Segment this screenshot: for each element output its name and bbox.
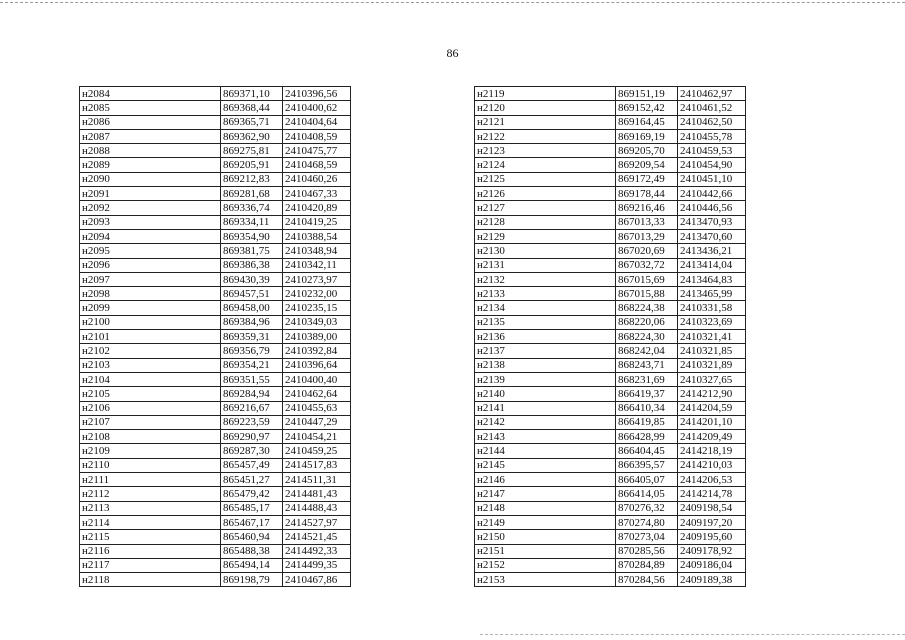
table-row xyxy=(475,258,746,272)
point-id-cell: н2129 xyxy=(475,229,616,243)
point-id-cell: н2102 xyxy=(80,344,221,358)
table-row xyxy=(475,244,746,258)
x-coordinate-cell: 869365,71 xyxy=(221,115,283,129)
table-row xyxy=(80,544,351,558)
table-row xyxy=(475,415,746,429)
x-coordinate-cell: 868224,38 xyxy=(616,301,678,315)
y-coordinate-cell: 2410396,64 xyxy=(283,358,351,372)
table-row xyxy=(475,315,746,329)
table-row xyxy=(475,187,746,201)
table-row xyxy=(475,487,746,501)
point-id-cell: н2107 xyxy=(80,415,221,429)
point-id-cell: н2131 xyxy=(475,258,616,272)
x-coordinate-cell: 869457,51 xyxy=(221,287,283,301)
table-row xyxy=(80,172,351,186)
point-id-cell: н2109 xyxy=(80,444,221,458)
point-id-cell: н2110 xyxy=(80,458,221,472)
y-coordinate-cell: 2410454,90 xyxy=(678,158,746,172)
y-coordinate-cell: 2410446,56 xyxy=(678,201,746,215)
table-row xyxy=(80,401,351,415)
x-coordinate-cell: 869430,39 xyxy=(221,272,283,286)
y-coordinate-cell: 2414517,83 xyxy=(283,458,351,472)
table-row xyxy=(475,172,746,186)
x-coordinate-cell: 869368,44 xyxy=(221,101,283,115)
point-id-cell: н2093 xyxy=(80,215,221,229)
x-coordinate-cell: 866414,05 xyxy=(616,487,678,501)
point-id-cell: н2123 xyxy=(475,144,616,158)
y-coordinate-cell: 2410462,50 xyxy=(678,115,746,129)
table-row xyxy=(80,515,351,529)
y-coordinate-cell: 2410400,62 xyxy=(283,101,351,115)
point-id-cell: н2150 xyxy=(475,530,616,544)
y-coordinate-cell: 2410475,77 xyxy=(283,144,351,158)
x-coordinate-cell: 865494,14 xyxy=(221,558,283,572)
y-coordinate-cell: 2410419,25 xyxy=(283,215,351,229)
y-coordinate-cell: 2414204,59 xyxy=(678,401,746,415)
table-row xyxy=(475,458,746,472)
point-id-cell: н2104 xyxy=(80,372,221,386)
point-id-cell: н2126 xyxy=(475,187,616,201)
y-coordinate-cell: 2410389,00 xyxy=(283,330,351,344)
y-coordinate-cell: 2414499,35 xyxy=(283,558,351,572)
point-id-cell: н2113 xyxy=(80,501,221,515)
x-coordinate-cell: 869334,11 xyxy=(221,215,283,229)
y-coordinate-cell: 2410404,64 xyxy=(283,115,351,129)
x-coordinate-cell: 869216,46 xyxy=(616,201,678,215)
point-id-cell: н2100 xyxy=(80,315,221,329)
y-coordinate-cell: 2410459,53 xyxy=(678,144,746,158)
x-coordinate-cell: 869287,30 xyxy=(221,444,283,458)
x-coordinate-cell: 868220,06 xyxy=(616,315,678,329)
point-id-cell: н2087 xyxy=(80,129,221,143)
point-id-cell: н2088 xyxy=(80,144,221,158)
point-id-cell: н2143 xyxy=(475,430,616,444)
y-coordinate-cell: 2410455,78 xyxy=(678,129,746,143)
table-row xyxy=(80,358,351,372)
x-coordinate-cell: 869458,00 xyxy=(221,301,283,315)
x-coordinate-cell: 869205,91 xyxy=(221,158,283,172)
y-coordinate-cell: 2409178,92 xyxy=(678,544,746,558)
y-coordinate-cell: 2410451,10 xyxy=(678,172,746,186)
x-coordinate-cell: 869223,59 xyxy=(221,415,283,429)
x-coordinate-cell: 869359,31 xyxy=(221,330,283,344)
point-id-cell: н2125 xyxy=(475,172,616,186)
point-id-cell: н2144 xyxy=(475,444,616,458)
y-coordinate-cell: 2414201,10 xyxy=(678,415,746,429)
y-coordinate-cell: 2410459,25 xyxy=(283,444,351,458)
x-coordinate-cell: 870285,56 xyxy=(616,544,678,558)
x-coordinate-cell: 865467,17 xyxy=(221,515,283,529)
x-coordinate-cell: 867015,88 xyxy=(616,287,678,301)
table-row xyxy=(80,201,351,215)
point-id-cell: н2108 xyxy=(80,430,221,444)
x-coordinate-cell: 865451,27 xyxy=(221,473,283,487)
x-coordinate-cell: 868243,71 xyxy=(616,358,678,372)
y-coordinate-cell: 2410408,59 xyxy=(283,129,351,143)
table-row xyxy=(475,544,746,558)
point-id-cell: н2084 xyxy=(80,87,221,101)
x-coordinate-cell: 869371,10 xyxy=(221,87,283,101)
x-coordinate-cell: 867013,33 xyxy=(616,215,678,229)
x-coordinate-cell: 866405,07 xyxy=(616,473,678,487)
point-id-cell: н2085 xyxy=(80,101,221,115)
point-id-cell: н2133 xyxy=(475,287,616,301)
x-coordinate-cell: 870274,80 xyxy=(616,515,678,529)
y-coordinate-cell: 2414210,03 xyxy=(678,458,746,472)
y-coordinate-cell: 2410273,97 xyxy=(283,272,351,286)
point-id-cell: н2124 xyxy=(475,158,616,172)
y-coordinate-cell: 2410455,63 xyxy=(283,401,351,415)
table-row xyxy=(80,315,351,329)
x-coordinate-cell: 869178,44 xyxy=(616,187,678,201)
table-row xyxy=(80,258,351,272)
table-row xyxy=(475,387,746,401)
y-coordinate-cell: 2410442,66 xyxy=(678,187,746,201)
point-id-cell: н2148 xyxy=(475,501,616,515)
table-row xyxy=(80,387,351,401)
y-coordinate-cell: 2413470,60 xyxy=(678,229,746,243)
x-coordinate-cell: 869351,55 xyxy=(221,372,283,386)
point-id-cell: н2115 xyxy=(80,530,221,544)
table-row xyxy=(80,229,351,243)
y-coordinate-cell: 2410232,00 xyxy=(283,287,351,301)
point-id-cell: н2117 xyxy=(80,558,221,572)
table-row xyxy=(475,101,746,115)
x-coordinate-cell: 869362,90 xyxy=(221,129,283,143)
point-id-cell: н2135 xyxy=(475,315,616,329)
point-id-cell: н2152 xyxy=(475,558,616,572)
x-coordinate-cell: 869381,75 xyxy=(221,244,283,258)
table-row xyxy=(475,115,746,129)
table-row xyxy=(475,158,746,172)
point-id-cell: н2140 xyxy=(475,387,616,401)
point-id-cell: н2089 xyxy=(80,158,221,172)
y-coordinate-cell: 2410454,21 xyxy=(283,430,351,444)
table-row xyxy=(475,229,746,243)
x-coordinate-cell: 867032,72 xyxy=(616,258,678,272)
table-row xyxy=(80,372,351,386)
point-id-cell: н2149 xyxy=(475,515,616,529)
table-row xyxy=(80,430,351,444)
point-id-cell: н2092 xyxy=(80,201,221,215)
y-coordinate-cell: 2413464,83 xyxy=(678,272,746,286)
y-coordinate-cell: 2410468,59 xyxy=(283,158,351,172)
coordinates-table-right xyxy=(474,86,746,587)
x-coordinate-cell: 868231,69 xyxy=(616,372,678,386)
table-row xyxy=(80,301,351,315)
y-coordinate-cell: 2410467,86 xyxy=(283,573,351,587)
x-coordinate-cell: 869336,74 xyxy=(221,201,283,215)
x-coordinate-cell: 866428,99 xyxy=(616,430,678,444)
y-coordinate-cell: 2410460,26 xyxy=(283,172,351,186)
x-coordinate-cell: 869198,79 xyxy=(221,573,283,587)
x-coordinate-cell: 869164,45 xyxy=(616,115,678,129)
x-coordinate-cell: 865457,49 xyxy=(221,458,283,472)
table-row xyxy=(80,244,351,258)
point-id-cell: н2105 xyxy=(80,387,221,401)
point-id-cell: н2106 xyxy=(80,401,221,415)
x-coordinate-cell: 866395,57 xyxy=(616,458,678,472)
point-id-cell: н2139 xyxy=(475,372,616,386)
point-id-cell: н2130 xyxy=(475,244,616,258)
table-row xyxy=(475,201,746,215)
point-id-cell: н2120 xyxy=(475,101,616,115)
table-row xyxy=(80,344,351,358)
table-row xyxy=(475,129,746,143)
y-coordinate-cell: 2410321,41 xyxy=(678,330,746,344)
x-coordinate-cell: 869281,68 xyxy=(221,187,283,201)
table-row xyxy=(80,473,351,487)
point-id-cell: н2103 xyxy=(80,358,221,372)
point-id-cell: н2121 xyxy=(475,115,616,129)
x-coordinate-cell: 866419,85 xyxy=(616,415,678,429)
point-id-cell: н2147 xyxy=(475,487,616,501)
x-coordinate-cell: 867020,69 xyxy=(616,244,678,258)
table-row xyxy=(80,215,351,229)
y-coordinate-cell: 2410321,85 xyxy=(678,344,746,358)
y-coordinate-cell: 2410462,97 xyxy=(678,87,746,101)
point-id-cell: н2119 xyxy=(475,87,616,101)
table-row xyxy=(80,87,351,101)
y-coordinate-cell: 2414214,78 xyxy=(678,487,746,501)
table-row xyxy=(80,101,351,115)
point-id-cell: н2086 xyxy=(80,115,221,129)
table-row xyxy=(80,487,351,501)
point-id-cell: н2112 xyxy=(80,487,221,501)
x-coordinate-cell: 869172,49 xyxy=(616,172,678,186)
x-coordinate-cell: 869209,54 xyxy=(616,158,678,172)
y-coordinate-cell: 2410462,64 xyxy=(283,387,351,401)
table-row xyxy=(475,515,746,529)
bottom-scan-border xyxy=(480,634,905,635)
point-id-cell: н2153 xyxy=(475,573,616,587)
table-row xyxy=(475,215,746,229)
coordinates-table-left xyxy=(79,86,351,587)
x-coordinate-cell: 866419,37 xyxy=(616,387,678,401)
y-coordinate-cell: 2410323,69 xyxy=(678,315,746,329)
table-row xyxy=(475,287,746,301)
point-id-cell: н2137 xyxy=(475,344,616,358)
y-coordinate-cell: 2409197,20 xyxy=(678,515,746,529)
x-coordinate-cell: 869384,96 xyxy=(221,315,283,329)
point-id-cell: н2101 xyxy=(80,330,221,344)
y-coordinate-cell: 2410321,89 xyxy=(678,358,746,372)
point-id-cell: н2122 xyxy=(475,129,616,143)
x-coordinate-cell: 865488,38 xyxy=(221,544,283,558)
table-row xyxy=(80,158,351,172)
x-coordinate-cell: 866404,45 xyxy=(616,444,678,458)
table-row xyxy=(475,301,746,315)
table-row xyxy=(80,530,351,544)
y-coordinate-cell: 2414527,97 xyxy=(283,515,351,529)
x-coordinate-cell: 870284,56 xyxy=(616,573,678,587)
y-coordinate-cell: 2413465,99 xyxy=(678,287,746,301)
x-coordinate-cell: 869290,97 xyxy=(221,430,283,444)
table-row xyxy=(475,444,746,458)
point-id-cell: н2132 xyxy=(475,272,616,286)
x-coordinate-cell: 869275,81 xyxy=(221,144,283,158)
point-id-cell: н2145 xyxy=(475,458,616,472)
y-coordinate-cell: 2414212,90 xyxy=(678,387,746,401)
table-row xyxy=(475,430,746,444)
x-coordinate-cell: 870273,04 xyxy=(616,530,678,544)
table-row xyxy=(80,573,351,587)
y-coordinate-cell: 2409198,54 xyxy=(678,501,746,515)
y-coordinate-cell: 2410327,65 xyxy=(678,372,746,386)
table-row xyxy=(475,401,746,415)
point-id-cell: н2118 xyxy=(80,573,221,587)
table-row xyxy=(80,187,351,201)
x-coordinate-cell: 869205,70 xyxy=(616,144,678,158)
y-coordinate-cell: 2410396,56 xyxy=(283,87,351,101)
table-row xyxy=(475,501,746,515)
point-id-cell: н2136 xyxy=(475,330,616,344)
x-coordinate-cell: 870284,89 xyxy=(616,558,678,572)
x-coordinate-cell: 865460,94 xyxy=(221,530,283,544)
y-coordinate-cell: 2414209,49 xyxy=(678,430,746,444)
y-coordinate-cell: 2410388,54 xyxy=(283,229,351,243)
point-id-cell: н2091 xyxy=(80,187,221,201)
table-row xyxy=(80,415,351,429)
coordinates-table-right-body xyxy=(475,87,746,587)
x-coordinate-cell: 869354,90 xyxy=(221,229,283,243)
coordinates-table-left-body xyxy=(80,87,351,587)
table-row xyxy=(475,87,746,101)
y-coordinate-cell: 2409195,60 xyxy=(678,530,746,544)
point-id-cell: н2099 xyxy=(80,301,221,315)
x-coordinate-cell: 870276,32 xyxy=(616,501,678,515)
x-coordinate-cell: 869216,67 xyxy=(221,401,283,415)
y-coordinate-cell: 2410461,52 xyxy=(678,101,746,115)
point-id-cell: н2098 xyxy=(80,287,221,301)
table-row xyxy=(80,444,351,458)
y-coordinate-cell: 2414206,53 xyxy=(678,473,746,487)
table-row xyxy=(475,372,746,386)
point-id-cell: н2090 xyxy=(80,172,221,186)
y-coordinate-cell: 2414492,33 xyxy=(283,544,351,558)
table-row xyxy=(80,129,351,143)
table-row xyxy=(475,144,746,158)
y-coordinate-cell: 2413470,93 xyxy=(678,215,746,229)
y-coordinate-cell: 2409186,04 xyxy=(678,558,746,572)
point-id-cell: н2128 xyxy=(475,215,616,229)
table-row xyxy=(80,272,351,286)
y-coordinate-cell: 2410392,84 xyxy=(283,344,351,358)
point-id-cell: н2146 xyxy=(475,473,616,487)
y-coordinate-cell: 2410447,29 xyxy=(283,415,351,429)
point-id-cell: н2127 xyxy=(475,201,616,215)
top-scan-border xyxy=(0,2,905,3)
x-coordinate-cell: 869386,38 xyxy=(221,258,283,272)
point-id-cell: н2151 xyxy=(475,544,616,558)
point-id-cell: н2094 xyxy=(80,229,221,243)
table-row xyxy=(475,358,746,372)
table-row xyxy=(80,558,351,572)
y-coordinate-cell: 2414481,43 xyxy=(283,487,351,501)
y-coordinate-cell: 2414521,45 xyxy=(283,530,351,544)
x-coordinate-cell: 867015,69 xyxy=(616,272,678,286)
y-coordinate-cell: 2410467,33 xyxy=(283,187,351,201)
y-coordinate-cell: 2410331,58 xyxy=(678,301,746,315)
x-coordinate-cell: 869284,94 xyxy=(221,387,283,401)
x-coordinate-cell: 867013,29 xyxy=(616,229,678,243)
table-row xyxy=(80,287,351,301)
x-coordinate-cell: 869151,19 xyxy=(616,87,678,101)
y-coordinate-cell: 2410400,40 xyxy=(283,372,351,386)
point-id-cell: н2141 xyxy=(475,401,616,415)
table-row xyxy=(475,344,746,358)
y-coordinate-cell: 2414488,43 xyxy=(283,501,351,515)
point-id-cell: н2142 xyxy=(475,415,616,429)
y-coordinate-cell: 2410342,11 xyxy=(283,258,351,272)
point-id-cell: н2138 xyxy=(475,358,616,372)
y-coordinate-cell: 2409189,38 xyxy=(678,573,746,587)
point-id-cell: н2116 xyxy=(80,544,221,558)
y-coordinate-cell: 2410235,15 xyxy=(283,301,351,315)
point-id-cell: н2095 xyxy=(80,244,221,258)
table-row xyxy=(475,473,746,487)
table-row xyxy=(80,458,351,472)
table-row xyxy=(475,530,746,544)
table-row xyxy=(80,501,351,515)
x-coordinate-cell: 869212,83 xyxy=(221,172,283,186)
x-coordinate-cell: 869152,42 xyxy=(616,101,678,115)
point-id-cell: н2134 xyxy=(475,301,616,315)
x-coordinate-cell: 868224,30 xyxy=(616,330,678,344)
page-number: 86 xyxy=(446,46,459,60)
y-coordinate-cell: 2414511,31 xyxy=(283,473,351,487)
y-coordinate-cell: 2413414,04 xyxy=(678,258,746,272)
point-id-cell: н2096 xyxy=(80,258,221,272)
x-coordinate-cell: 865485,17 xyxy=(221,501,283,515)
table-row xyxy=(80,330,351,344)
y-coordinate-cell: 2410348,94 xyxy=(283,244,351,258)
y-coordinate-cell: 2410349,03 xyxy=(283,315,351,329)
y-coordinate-cell: 2414218,19 xyxy=(678,444,746,458)
point-id-cell: н2114 xyxy=(80,515,221,529)
y-coordinate-cell: 2410420,89 xyxy=(283,201,351,215)
table-row xyxy=(475,330,746,344)
y-coordinate-cell: 2413436,21 xyxy=(678,244,746,258)
x-coordinate-cell: 865479,42 xyxy=(221,487,283,501)
table-row xyxy=(80,144,351,158)
point-id-cell: н2111 xyxy=(80,473,221,487)
x-coordinate-cell: 869356,79 xyxy=(221,344,283,358)
table-row xyxy=(475,558,746,572)
point-id-cell: н2097 xyxy=(80,272,221,286)
x-coordinate-cell: 869169,19 xyxy=(616,129,678,143)
table-row xyxy=(80,115,351,129)
x-coordinate-cell: 868242,04 xyxy=(616,344,678,358)
x-coordinate-cell: 869354,21 xyxy=(221,358,283,372)
x-coordinate-cell: 866410,34 xyxy=(616,401,678,415)
table-row xyxy=(475,272,746,286)
table-row xyxy=(475,573,746,587)
